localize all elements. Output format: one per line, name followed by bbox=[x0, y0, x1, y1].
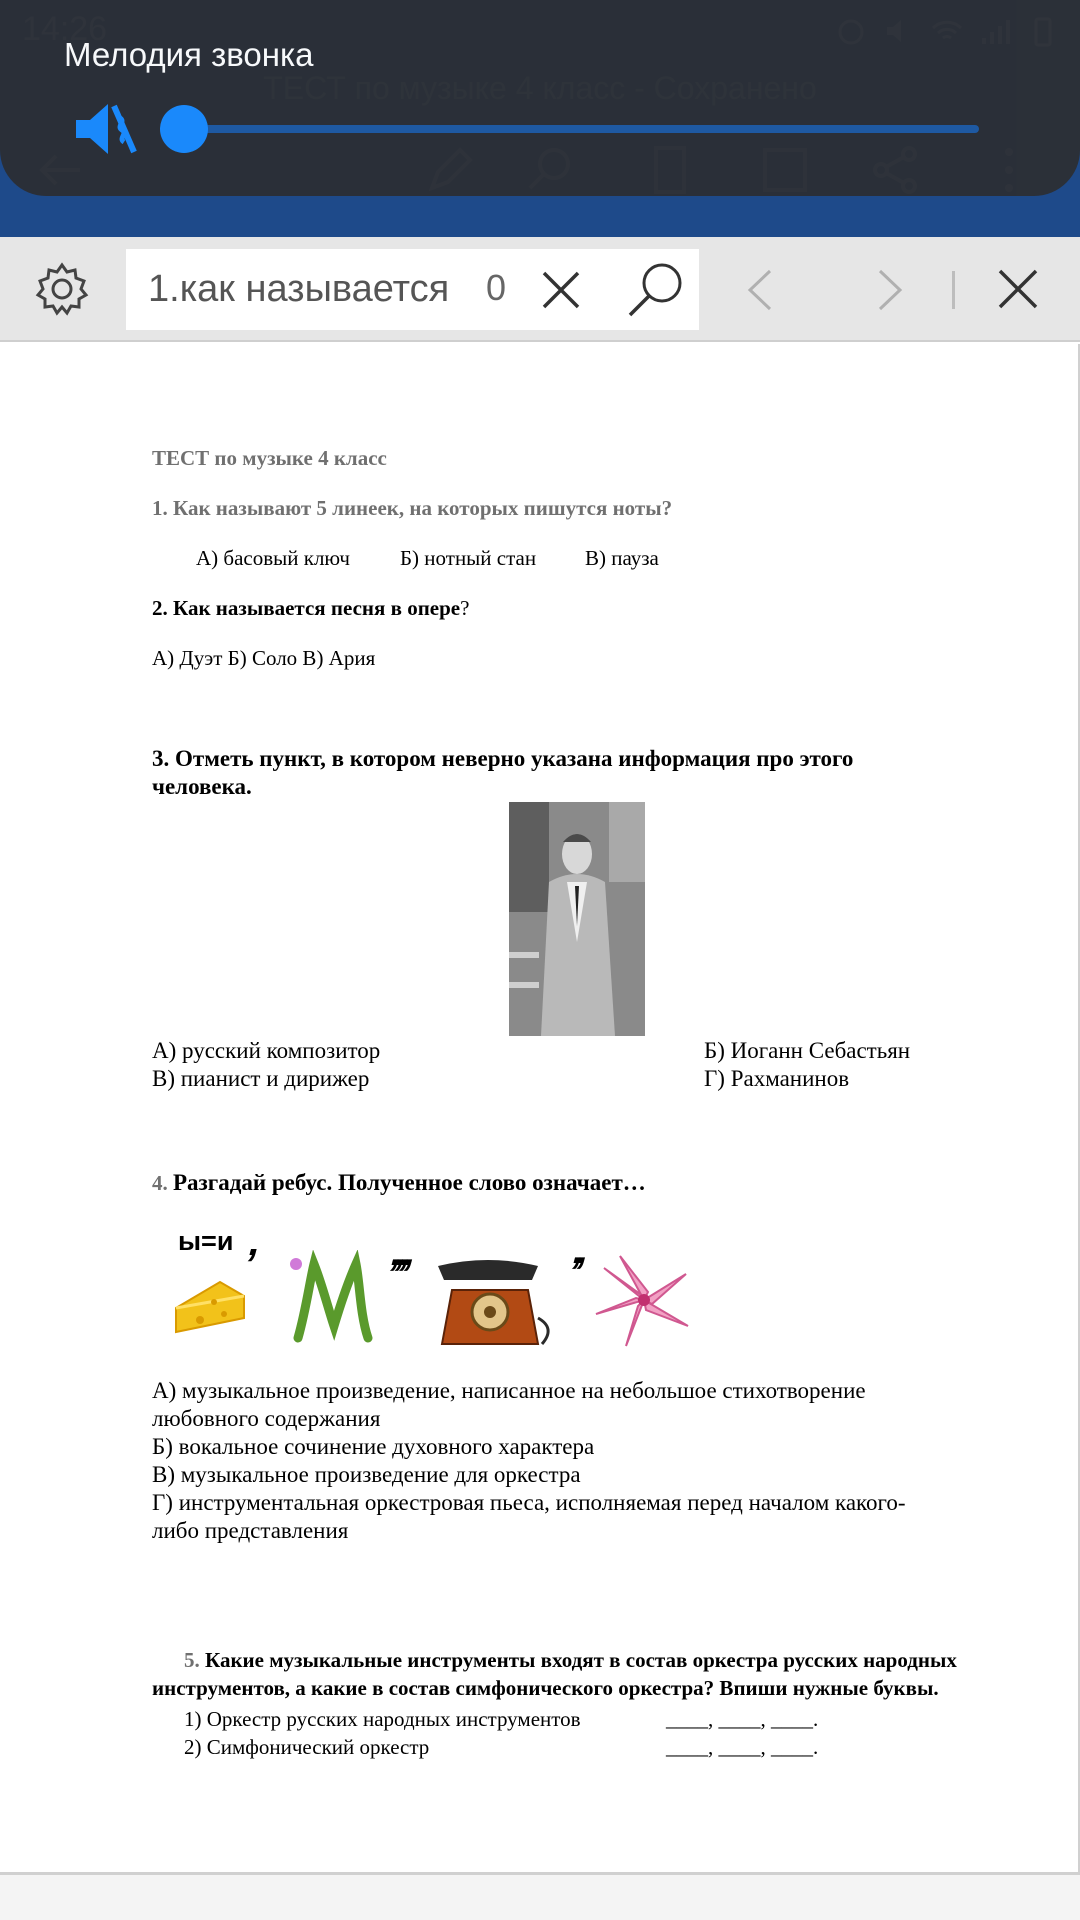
q2-mark: ? bbox=[460, 596, 470, 620]
q4-number: 4. bbox=[152, 1171, 168, 1195]
q3-option-c: В) пианист и дирижер bbox=[152, 1066, 370, 1091]
q4-option-c: В) музыкальное произведение для оркестра bbox=[152, 1462, 581, 1487]
vibrate-mute-icon[interactable] bbox=[74, 100, 138, 158]
chevron-right-icon[interactable] bbox=[870, 267, 910, 313]
volume-slider-thumb[interactable] bbox=[160, 105, 208, 153]
q4-option-d-line2: либо представления bbox=[152, 1518, 349, 1543]
leaf-letter-m-picture bbox=[284, 1250, 384, 1350]
rebus-hint-2: ,,,, bbox=[386, 1232, 416, 1274]
rebus-hint-3: ,, bbox=[568, 1230, 589, 1272]
q1-option-a: А) басовый ключ bbox=[196, 546, 350, 570]
q2-line bbox=[152, 596, 469, 621]
doc-title: ТЕСТ по музыке 4 класс bbox=[152, 446, 387, 470]
match-count: 0 bbox=[486, 267, 507, 308]
q4-text: Разгадай ребус. Полученное слово означает… bbox=[173, 1170, 646, 1195]
q4-option-b: Б) вокальное сочинение духовного характера bbox=[152, 1434, 595, 1459]
cheese-picture bbox=[170, 1262, 250, 1342]
volume-stream-label: Мелодия звонка bbox=[64, 36, 314, 73]
chevron-left-icon[interactable] bbox=[740, 267, 780, 313]
portrait-photo bbox=[509, 802, 645, 1036]
q5-item2-blanks: ____, ____, ____. bbox=[666, 1735, 819, 1759]
search-icon[interactable] bbox=[624, 259, 686, 321]
q1-option-b: Б) нотный стан bbox=[400, 546, 537, 570]
rebus-hint-comma: , bbox=[244, 1220, 268, 1264]
q3-option-a: А) русский композитор bbox=[152, 1038, 381, 1063]
q5-number: 5. bbox=[184, 1648, 200, 1672]
q3-option-b: Б) Иоганн Себастьян bbox=[704, 1038, 911, 1063]
q2-answers: А) Дуэт Б) Соло В) Ария bbox=[152, 646, 376, 670]
q1-option-c: В) пауза bbox=[585, 546, 659, 570]
close-icon[interactable] bbox=[994, 265, 1042, 313]
find-bar bbox=[0, 237, 1080, 342]
volume-panel bbox=[0, 0, 1080, 196]
q5-line1: Какие музыкальные инструменты входят в состав оркестра русских народных bbox=[205, 1648, 957, 1672]
clear-search-icon[interactable] bbox=[538, 267, 584, 313]
search-box bbox=[126, 249, 699, 330]
q5-item2: 2) Симфонический оркестр bbox=[184, 1735, 430, 1759]
find-bar-divider bbox=[952, 271, 955, 309]
q5-item1: 1) Оркестр русских народных инструментов bbox=[184, 1707, 581, 1731]
portrait-figure bbox=[509, 802, 645, 1036]
q5-item1-blanks: ____, ____, ____. bbox=[666, 1707, 819, 1731]
q4-line bbox=[152, 1170, 646, 1196]
page-gap bbox=[0, 1874, 1080, 1920]
rebus-hint-1: ы=и bbox=[178, 1226, 234, 1256]
q2-text: 2. Как называется песня в опере bbox=[152, 596, 461, 620]
lily-flower-picture bbox=[590, 1248, 698, 1352]
q5-line1-wrap bbox=[184, 1648, 957, 1673]
volume-slider-track[interactable] bbox=[184, 125, 979, 133]
search-input[interactable] bbox=[148, 261, 488, 317]
q4-option-a-line1: А) музыкальное произведение, написанное на небольшое стихотворение bbox=[152, 1378, 866, 1403]
q3-line1: 3. Отметь пункт, в котором неверно указана информация про этого bbox=[152, 746, 854, 771]
q3-line2: человека. bbox=[152, 774, 252, 799]
q5-line2: инструментов, а какие в состав симфонического оркестра? Впиши нужные буквы. bbox=[152, 1676, 939, 1700]
telephone-picture bbox=[428, 1258, 554, 1350]
document-page bbox=[0, 344, 1080, 1874]
q4-option-d-line1: Г) инструментальная оркестровая пьеса, исполняемая перед началом какого- bbox=[152, 1490, 906, 1515]
q4-option-a-line2: любовного содержания bbox=[152, 1406, 381, 1431]
q3-option-d: Г) Рахманинов bbox=[704, 1066, 850, 1091]
q1-text: 1. Как называют 5 линеек, на которых пишутся ноты? bbox=[152, 496, 673, 520]
gear-icon[interactable] bbox=[34, 261, 90, 317]
